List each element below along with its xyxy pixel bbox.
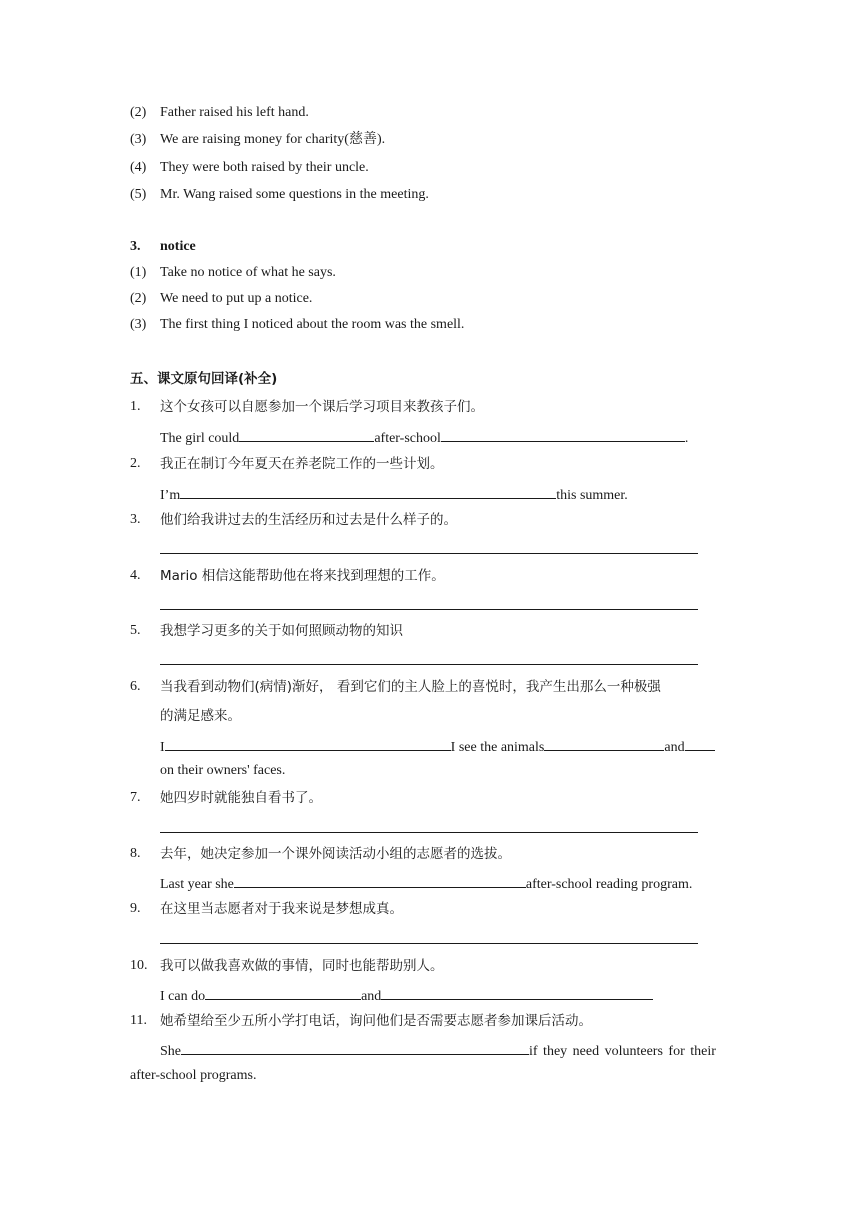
item-3-answer-line[interactable]	[160, 553, 698, 554]
item-10-blank-a[interactable]	[205, 985, 361, 1000]
item-8-blank[interactable]	[234, 873, 526, 888]
item-9-answer-line[interactable]	[160, 943, 698, 944]
item-2-answer-line: I’m this summer.	[160, 484, 628, 505]
item-6-blank-a[interactable]	[165, 736, 451, 751]
item-6-prompt-cont: 的满足感来。	[160, 708, 241, 724]
item-11-answer-line: She if they need volunteers for their	[160, 1040, 716, 1061]
item-8-answer-line: Last year she after-school reading program.	[160, 873, 692, 894]
item-11-answer-cont: after-school programs.	[130, 1068, 257, 1083]
section-5-heading: 五、课文原句回译(补全)	[130, 371, 278, 387]
item-6-blank-c[interactable]	[685, 736, 715, 751]
item-7-answer-line[interactable]	[160, 832, 698, 833]
item-6-answer-cont: on their owners' faces.	[160, 763, 286, 778]
item-5-answer-line[interactable]	[160, 664, 698, 665]
item-1-blank-a[interactable]	[239, 427, 374, 442]
item-2-blank[interactable]	[180, 484, 556, 499]
item-1-answer-line: The girl could after-school .	[160, 427, 688, 448]
item-1-blank-b[interactable]	[441, 427, 685, 442]
item-6-blank-b[interactable]	[544, 736, 664, 751]
worksheet-page: (2) Father raised his left hand. (3) We are raising money for charity(慈善). (4) They were both raised by their uncle. (5) Mr. Wang raised some questions in the meeting. 3. notice (1) Take no notice of what he says. (2) We need to put up a notice. (3) The first thing I noticed about the room was the smell. 五、课文原句回译(补全) 1. 这个女孩可以自愿参加一个课后学习项目来教孩子们。 The girl could after-school . 2. 我正在制订今年夏天在养老院工作的一些计划。 I’m this summer. 3. 他们给我讲过去的生活经历和过去是什么样子的。 4. Mario 相信这能帮助他在将来找到理想的工作。 5. 我想学习更多的关于如何照顾动物的知识 6. 当我看到动物们(病情)渐好， 看到它们的主人脸上的喜悦时，我产生出那么一种极强 的满足感来。 I I see the animals and on their owners' faces. 7. 她四岁时就能独自看书了。 8. 去年，她决定参加一个课外阅读活动小组的志愿者的选拔。 Last year she after-school reading program. 9. 在这里当志愿者对于我来说是梦想成真。 10. 我可以做我喜欢做的事情，同时也能帮助别人。 I can do and 11. 她希望给至少五所小学打电话，询问他们是否需要志愿者参加课后活动。 She if they need volunteers for their after-school programs.	[130, 105, 716, 1083]
item-11-blank[interactable]	[181, 1040, 529, 1055]
item-10-blank-b[interactable]	[381, 985, 653, 1000]
item-4-answer-line[interactable]	[160, 609, 698, 610]
item-10-answer-line: I can do and	[160, 985, 653, 1006]
item-6-answer-line: I I see the animals and	[160, 736, 715, 757]
